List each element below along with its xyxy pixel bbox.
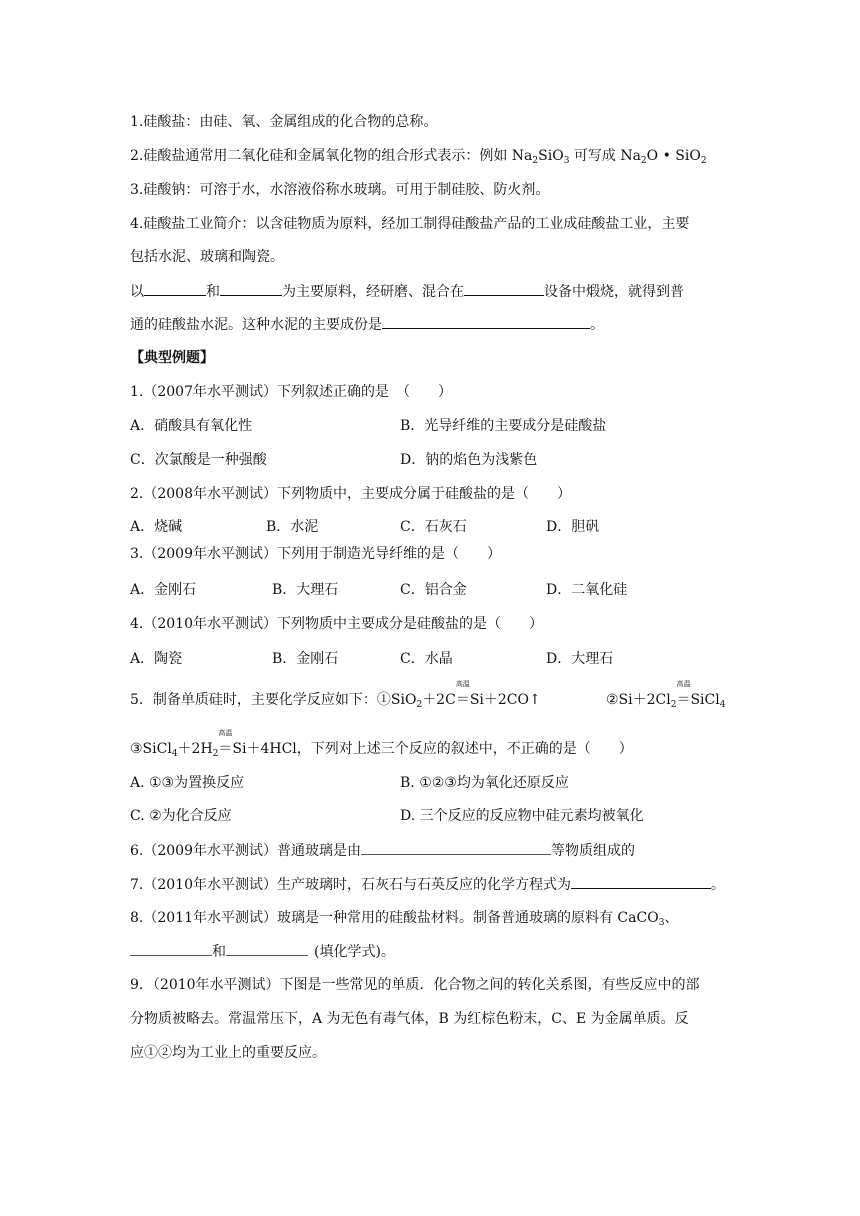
sub: 2: [212, 749, 219, 759]
option-a[interactable]: A．金刚石: [130, 582, 197, 598]
option-b[interactable]: B．大理石: [272, 582, 339, 598]
fill-blank[interactable]: [571, 874, 711, 889]
intro-line-5a: [130, 281, 684, 302]
reaction-2: [606, 680, 726, 710]
option-a[interactable]: A．烧碱: [130, 519, 183, 535]
fill-blank[interactable]: [382, 314, 590, 329]
q9-line-3: 应①②均为工业上的重要反应。: [130, 1045, 326, 1061]
q5-options-ab: [130, 773, 569, 793]
text: ②Si＋2Cl: [606, 692, 671, 708]
fill-blank[interactable]: [130, 941, 212, 956]
equals: ＝: [455, 692, 470, 708]
option-d[interactable]: D. 三个反应的反应物中硅元素均被氧化: [400, 808, 644, 824]
text: 通的硅酸盐水泥。这种水泥的主要成份是: [130, 317, 382, 333]
text: ③SiCl: [130, 741, 172, 757]
text: ＋2C: [422, 692, 456, 708]
option-b[interactable]: B．光导纤维的主要成分是硅酸盐: [400, 418, 607, 434]
q5-stem: [130, 680, 726, 710]
q7: [130, 874, 725, 895]
sub: 2: [416, 700, 423, 710]
option-c[interactable]: C. ②为化合反应: [130, 808, 232, 824]
sub: 2: [640, 156, 647, 166]
intro-line-1: 1.硅酸盐：由硅、氧、金属组成的化合物的总称。: [130, 114, 438, 130]
intro-line-4a: 4.硅酸盐工业简介：以含硅物质为原料，经加工制得硅酸盐产品的工业成硅酸盐工业，主要: [130, 216, 690, 232]
q1-stem: 1.（2007年水平测试）下列叙述正确的是 （ ）: [130, 384, 452, 400]
option-a[interactable]: A．硝酸具有氧化性: [130, 418, 253, 434]
q4-stem: 4.（2010年水平测试）下列物质中主要成分是硅酸盐的是（ ）: [130, 616, 543, 632]
formula-part: O • SiO: [646, 148, 701, 164]
sub: 2: [670, 700, 677, 710]
option-c[interactable]: C．水晶: [400, 651, 453, 667]
q8-line-2: [130, 941, 395, 962]
q5-stem-2: [130, 729, 633, 759]
text: 5．制备单质硅时，主要化学反应如下：①SiO: [130, 692, 417, 708]
condition-label: 高温: [676, 680, 691, 688]
text: 设备中煅烧，就得到普: [544, 284, 684, 300]
sub: 4: [171, 749, 178, 759]
option-d[interactable]: D．胆矾: [546, 519, 600, 535]
q1-options-cd: [130, 450, 538, 470]
q6: [130, 840, 635, 861]
text: Si＋2CO↑: [469, 692, 541, 708]
text: 8.（2011年水平测试）玻璃是一种常用的硅酸盐材料。制备普通玻璃的原料有 CaCO: [130, 910, 659, 926]
q1-options-ab: [130, 416, 607, 436]
fill-blank[interactable]: [464, 281, 544, 296]
option-c[interactable]: C．铝合金: [400, 582, 467, 598]
formula-part: 可写成 Na: [569, 148, 641, 164]
option-b[interactable]: B. ①②③均为氧化还原反应: [400, 775, 569, 791]
text: ，下列对上述三个反应的叙述中，不正确的是（ ）: [296, 741, 633, 757]
sub: 3: [563, 156, 570, 166]
formula-part: SiO: [538, 148, 564, 164]
text: 7.（2010年水平测试）生产玻璃时，石灰石与石英反应的化学方程式为: [130, 877, 571, 893]
q9-line-1: 9．（2010年水平测试）下图是一些常见的单质．化合物之间的转化关系图，有些反应中的部: [130, 977, 700, 993]
reaction-condition: [218, 729, 233, 759]
text: 等物质组成的: [551, 843, 635, 859]
option-d[interactable]: D．二氧化硅: [546, 582, 628, 598]
option-d[interactable]: D．大理石: [546, 651, 614, 667]
equals: ＝: [676, 692, 691, 708]
text: 为主要原料，经研磨、混合在: [282, 284, 464, 300]
option-c[interactable]: C．次氯酸是一种强酸: [130, 452, 267, 468]
condition-label: 高温: [218, 729, 233, 737]
fill-blank[interactable]: [226, 941, 308, 956]
q3-stem: 3.（2009年水平测试）下列用于制造光导纤维的是（ ）: [130, 546, 501, 562]
option-b[interactable]: B．水泥: [266, 519, 319, 535]
intro-line-5b: [130, 314, 604, 335]
text: 和: [212, 944, 226, 960]
q8-line-1: [130, 908, 678, 928]
intro-line-4b: 包括水泥、玻璃和陶瓷。: [130, 249, 284, 265]
text: SiCl: [690, 692, 720, 708]
fill-blank[interactable]: [220, 281, 282, 296]
sub: 2: [532, 156, 539, 166]
option-b[interactable]: B．金刚石: [272, 651, 339, 667]
intro-line-2: [130, 146, 707, 166]
equals: ＝: [218, 741, 233, 757]
text: 。: [590, 317, 604, 333]
option-d[interactable]: D．钠的焰色为浅紫色: [400, 452, 538, 468]
sub: 4: [719, 700, 726, 710]
intro-line-3: 3.硅酸钠：可溶于水，水溶液俗称水玻璃。可用于制硅胶、防火剂。: [130, 182, 550, 198]
section-title: 【典型例题】: [130, 350, 214, 366]
sub: 3: [658, 918, 665, 928]
text: (填化学式)。: [314, 944, 395, 960]
text: 。: [711, 877, 725, 893]
q5-options-cd: [130, 806, 644, 826]
option-c[interactable]: C．石灰石: [400, 519, 467, 535]
text: 6.（2009年水平测试）普通玻璃是由: [130, 843, 361, 859]
text: 以: [130, 284, 144, 300]
q9-line-2: 分物质被略去。常温常压下，A 为无色有毒气体，B 为红棕色粉末，C、E 为金属单质。反: [130, 1011, 689, 1027]
fill-blank[interactable]: [361, 840, 551, 855]
reaction-condition: [455, 680, 470, 710]
text: 、: [664, 910, 679, 926]
intro-line-2-text: 2.硅酸盐通常用二氧化硅和金属氧化物的组合形式表示：例如 Na: [130, 148, 533, 164]
text: 和: [206, 284, 220, 300]
fill-blank[interactable]: [144, 281, 206, 296]
text: Si＋4HCl: [232, 741, 297, 757]
option-a[interactable]: A．陶瓷: [130, 651, 183, 667]
sub: 2: [700, 156, 707, 166]
reaction-condition: [676, 680, 691, 710]
condition-label: 高温: [455, 680, 470, 688]
option-a[interactable]: A. ①③为置换反应: [130, 775, 245, 791]
q2-stem: 2.（2008年水平测试）下列物质中，主要成分属于硅酸盐的是（ ）: [130, 486, 571, 502]
text: ＋2H: [177, 741, 213, 757]
